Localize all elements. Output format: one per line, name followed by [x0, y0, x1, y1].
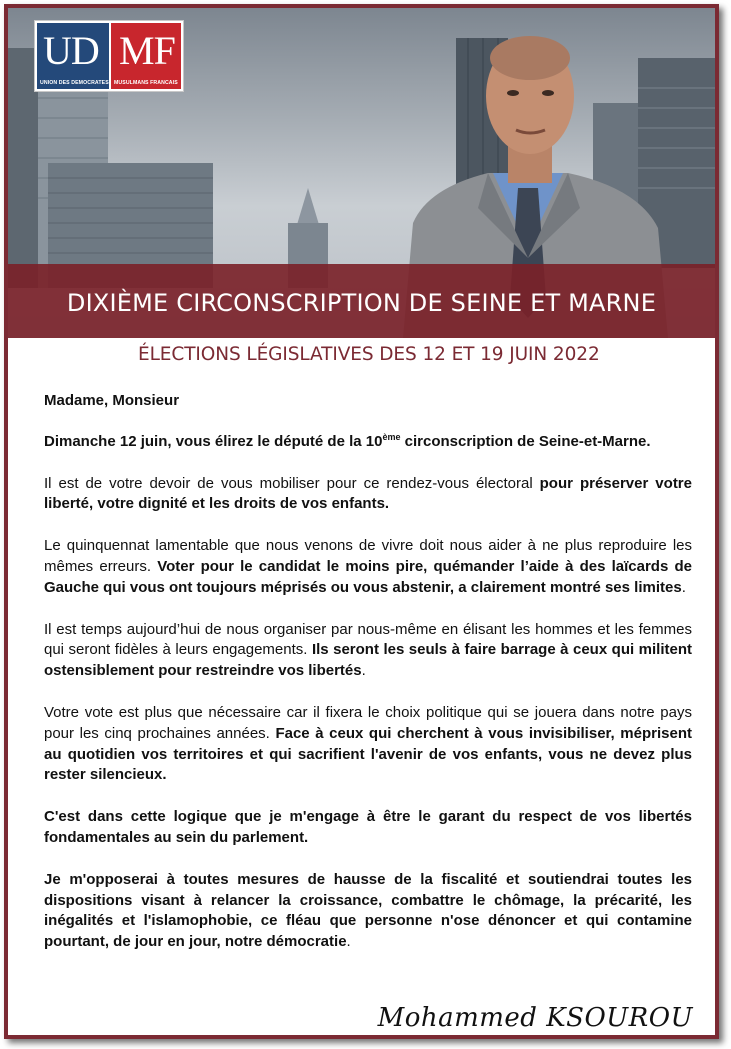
salutation: Madame, Monsieur — [44, 392, 180, 409]
ordinal-suffix: ème — [382, 431, 401, 442]
banner-title: DIXIÈME CIRCONSCRIPTION DE SEINE ET MARNE — [66, 289, 657, 317]
paragraph-1-text: Dimanche 12 juin, vous élirez le député de la 10 — [44, 432, 383, 450]
paragraph-5-text: Votre vote est plus que nécessaire car il fixera le choix politique qui se jouera dans notre pays pour les cinq prochaines années. — [44, 703, 692, 742]
paragraph-4-text: Il est temps aujourd’hui de nous organiser par nous-même en élisant les hommes et les femmes qui seront fidèles à leurs engagements. — [44, 620, 692, 659]
logo-left-panel — [37, 23, 109, 89]
paragraph-2-emphasis: pour préserver votre liberté, votre dignité et les droits de vos enfants. — [44, 474, 692, 513]
logo-letters-left: UD — [43, 28, 99, 73]
paragraph-4-emphasis: Ils seront les seuls à faire barrage à ceux qui militent ostensiblement pour restreindre vos libertés — [44, 641, 692, 680]
paragraph-4 — [44, 620, 692, 682]
paragraph-3 — [44, 536, 692, 598]
paragraph-2-text: Il est de votre devoir de vous mobiliser pour ce rendez-vous électoral — [44, 474, 540, 492]
paragraph-7 — [44, 870, 692, 953]
paragraph-5 — [44, 703, 692, 786]
logo-caption-right: MUSULMANS FRANCAIS — [114, 80, 178, 86]
paragraph-7-emphasis: Je m'opposerai à toutes mesures de hausse de la fiscalité et soutiendrai toutes les dispositions visant à relancer la croissance, combattre le chômage, la précarité, les inégalités et l'islamophobie, ce fléau que personne n'ose dénoncer et qui contamine pourtant, de jour en jour, notre démocratie — [44, 870, 692, 951]
paragraph-6: C'est dans cette logique que je m'engage à être le garant du respect de vos libertés fondamentales au sein du parlement. — [44, 808, 692, 846]
udmf-logo — [34, 20, 184, 92]
header-photo — [8, 8, 715, 338]
paragraph-3-text: Le quinquennat lamentable que nous venons de vivre doit nous aider à ne plus reproduire les mêmes erreurs. — [44, 537, 692, 575]
letter-body — [44, 391, 692, 974]
logo-caption-left: UNION DES DEMOCRATES — [40, 80, 109, 86]
paragraph-4-end: . — [361, 662, 366, 680]
logo-right-panel — [111, 23, 181, 89]
paragraph-2 — [44, 474, 692, 516]
paragraph-3-end: . — [681, 578, 686, 596]
paragraph-3-emphasis: Voter pour le candidat le moins pire, quémander l’aide à des laïcards de Gauche qui vous ont toujours méprisés ou vous abstenir, a clairement montré ses limites — [44, 557, 692, 596]
signature: Mohammed KSOUROU — [377, 1003, 693, 1033]
logo-letters-right: MF — [119, 28, 175, 73]
paragraph-5-emphasis: Face à ceux qui cherchent à vous invisibiliser, méprisent au quotidien vos territoires et qui sacrifient l'avenir de vos enfants, vous ne devez plus rester silencieux. — [44, 724, 692, 784]
paragraph-1 — [44, 432, 692, 453]
flyer-frame — [4, 4, 719, 1039]
election-subtitle: ÉLECTIONS LÉGISLATIVES DES 12 ET 19 JUIN 2022 — [138, 344, 600, 365]
paragraph-1-text-end: circonscription de Seine-et-Marne. — [400, 432, 651, 450]
title-banner — [8, 264, 715, 338]
paragraph-7-end: . — [346, 933, 351, 951]
